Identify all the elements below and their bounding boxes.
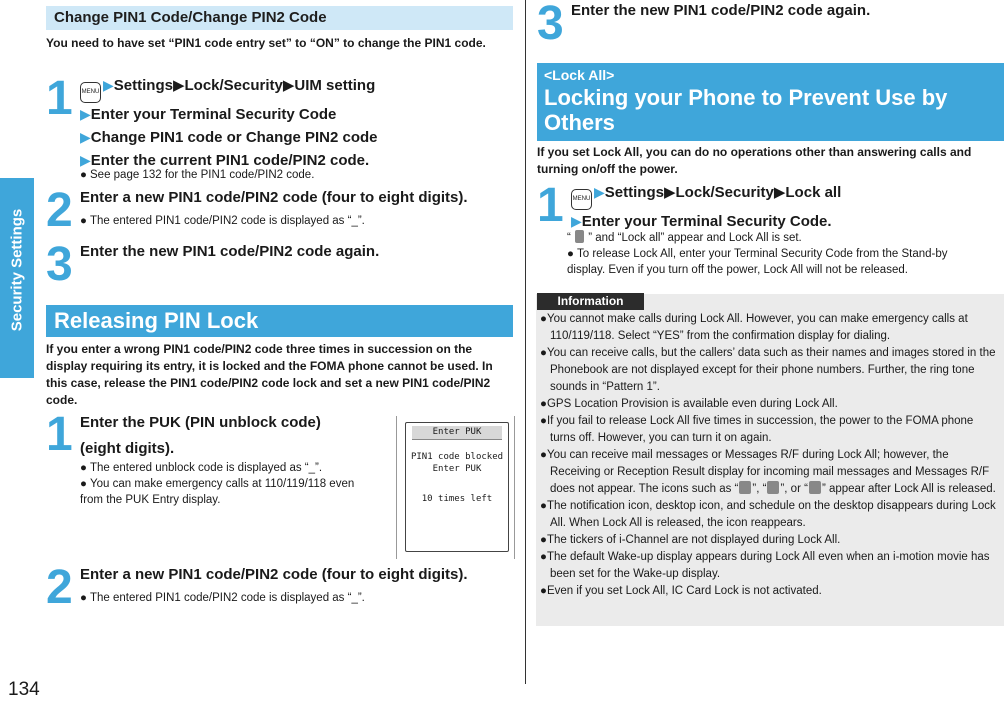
info-item: ●The default Wake-up display appears during Lock All even when an i-motion movie has been set for the Wake-up display. — [540, 551, 990, 580]
step-2-instruction: Enter a new PIN1 code/PIN2 code (four to eight digits). — [80, 189, 468, 206]
menu-key-icon: MENU — [571, 189, 592, 210]
puk-step-2-instruction: Enter a new PIN1 code/PIN2 code (four to eight digits). — [80, 566, 468, 583]
info-item: ●You can receive mail messages or Messages R/F during Lock All; however, the Receiving or Reception Result display for incoming mail messages and Messages R/F does not appear. The icons such as “ ”, “ ”, or “ ” appear after Lock All is released. — [540, 449, 996, 495]
column-divider — [525, 0, 526, 684]
step-number: 2 — [46, 184, 73, 237]
side-tab — [0, 0, 34, 701]
section-heading-change-pin: Change PIN1 Code/Change PIN2 Code — [46, 6, 513, 30]
step-number: 2 — [46, 561, 73, 614]
information-label: Information — [537, 293, 644, 310]
info-item: ●If you fail to release Lock All five times in succession, the power to the FOMA phone turns off. However, you can turn it on again. — [540, 415, 974, 444]
section-heading-lock-all: <Lock All> Locking your Phone to Prevent Use by Others — [537, 63, 1004, 141]
info-item: ●GPS Location Provision is available even during Lock All. — [540, 398, 838, 410]
step-1-note: ● See page 132 for the PIN1 code/PIN2 code. — [80, 169, 315, 181]
information-list — [540, 311, 1000, 600]
lock-all-icon — [575, 230, 584, 243]
info-item: ●You can receive calls, but the callers’ data such as their names and images stored in the Phonebook are not displayed except for their phone numbers. Further, the ring tone sounds in “Pattern 1”. — [540, 347, 996, 393]
step-number: 3 — [46, 238, 73, 291]
lock-all-step-instructions: MENU ▶Settings▶Lock/Security▶Lock all ▶Enter your Terminal Security Code. — [571, 184, 842, 230]
message-r-icon — [767, 481, 779, 494]
menu-key-icon: MENU — [80, 82, 101, 103]
step-3-instruction: Enter the new PIN1 code/PIN2 code again. — [80, 243, 380, 260]
screen-title: Enter PUK — [412, 426, 502, 440]
step-number: 3 — [537, 0, 564, 50]
step-number: 1 — [537, 179, 564, 232]
screen-attempts: 10 times left — [421, 494, 493, 504]
lock-all-result: “ ” and “Lock all” appear and Lock All is set. — [567, 232, 802, 244]
mail-icon — [739, 481, 751, 494]
side-tab-label: Security Settings — [8, 208, 26, 332]
screen-frame-line — [396, 416, 397, 559]
puk-step-2-note: ● The entered PIN1 code/PIN2 code is displayed as “_”. — [80, 592, 365, 604]
screen-frame-line — [514, 416, 515, 559]
step-2-note: ● The entered PIN1 code/PIN2 code is displayed as “_”. — [80, 215, 365, 227]
section-heading-releasing-pin-lock: Releasing PIN Lock — [46, 305, 513, 337]
puk-step-note: ● You can make emergency calls at 110/119/118 even from the PUK Entry display. — [80, 478, 355, 506]
step-1-instructions: MENU ▶Settings▶Lock/Security▶UIM setting ▶Enter your Terminal Security Code ▶Change PIN1 code or Change PIN2 code ▶Enter the current PIN1 code/PIN2 code. — [80, 77, 378, 169]
intro-change-pin: You need to have set “PIN1 code entry set” to “ON” to change the PIN1 code. — [46, 36, 486, 50]
puk-entry-screen — [405, 422, 509, 552]
screen-message: PIN1 code blocked Enter PUK — [410, 452, 504, 474]
right-step-3-instruction: Enter the new PIN1 code/PIN2 code again. — [571, 2, 871, 19]
info-item: ●The notification icon, desktop icon, and schedule on the desktop disappears during Lock All. When Lock All is released, the icon reappears. — [540, 500, 996, 529]
lock-all-note: ● To release Lock All, enter your Terminal Security Code from the Stand-by display. Even if you turn off the power, Lock All will not be released. — [567, 248, 948, 276]
info-item: ●Even if you set Lock All, IC Card Lock is not activated. — [540, 585, 822, 597]
info-item: ●You cannot make calls during Lock All. However, you can make emergency calls at 110/119/118. Select “YES” from the confirmation display for dialing. — [540, 313, 968, 342]
page-number: 134 — [8, 679, 40, 700]
info-item: ●The tickers of i-Channel are not displayed during Lock All. — [540, 534, 841, 546]
step-number: 1 — [46, 408, 73, 461]
puk-step-note: ● The entered unblock code is displayed as “_”. — [80, 462, 323, 474]
intro-releasing-pin-lock: If you enter a wrong PIN1 code/PIN2 code three times in succession on the display requiring its entry, it is locked and the FOMA phone cannot be used. In this case, release the PIN1 code/PIN2 code lock and set a new PIN1 code/PIN2 code. — [46, 342, 493, 407]
puk-step-instructions: Enter the PUK (PIN unblock code) (eight digits). — [80, 414, 321, 457]
intro-lock-all: If you set Lock All, you can do no operations other than answering calls and turning on/off the power. — [537, 145, 972, 176]
message-f-icon — [809, 481, 821, 494]
step-number: 1 — [46, 72, 73, 125]
